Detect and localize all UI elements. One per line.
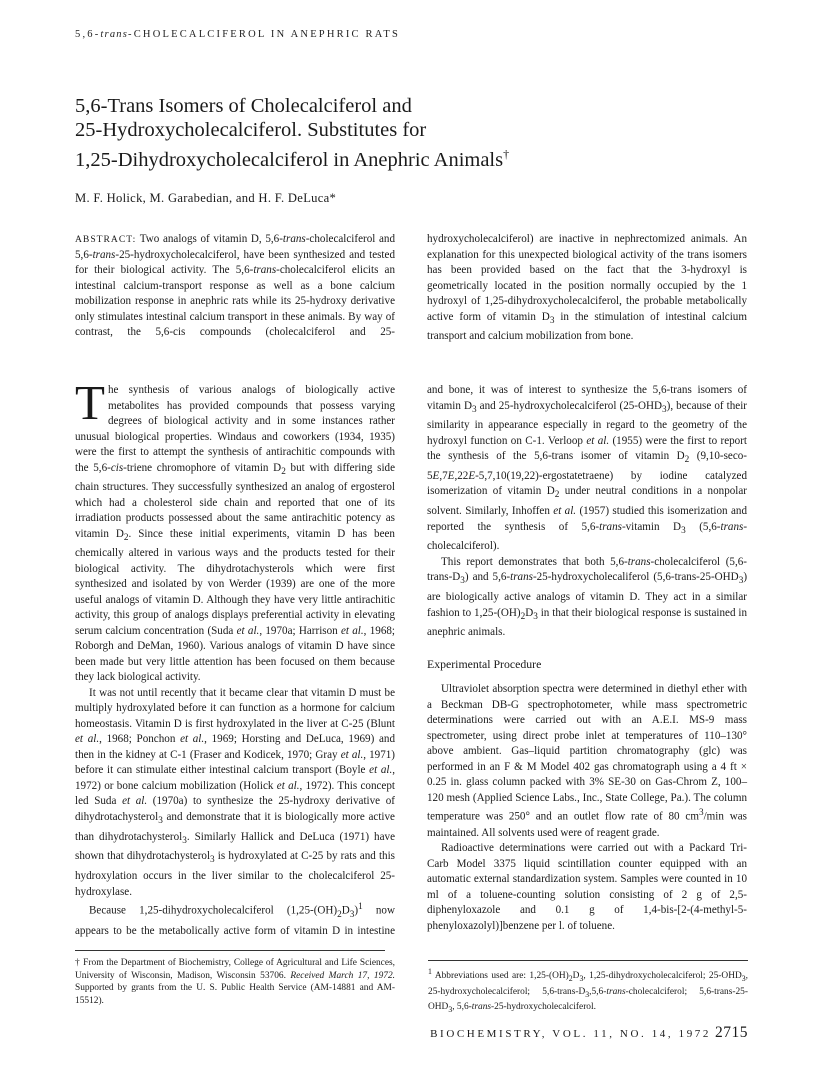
body-paragraph-5: Ultraviolet absorption spectra were determined in diethyl ether with a Beckman DB-G spectrophotometer, while mass spectrometric determinations were carried out with an A.E.I. MS-9 mass spectrometer, using direct probe inlet at temperatures of 110–130° above ambient. Gas–liquid partition chromatography (glc) was performed in an F & M Model 402 gas chromatograph using a 4 ft × 0.25 in. glass column packed with 3% SE-30 on Gas-Chrom Z, 100–120 mesh (Applied Science Labs., Inc., State College, Pa.). The column temperature was 250° and an outlet flow rate of 80 $cm^3/\min$ was maintained. All solvents used were of reagent grade. xyxy=(427,683,747,839)
body-paragraph-1: The synthesis of various analogs of biologically active metabolites has provided compounds that possess varying degrees of biological activity and in some instances rather unusual biological properties. Windaus and coworkers (1934, 1935) were the first to attempt the synthesis of antirachitic compounds with the 5,6-cis-triene chromophore of vitamin $D_2$ but with differing side chain structures. They successfully synthesized an analog of ergosterol which had a cholesterol side chain and reported that one of its irradiation products possessed about the same antirachitic potency as vitamin $D_2$. Since these initial experiments, vitamin D has been chemically altered in various ways and the products tested for their biological activity. The dihydrotachysterols which were first synthesized and isolated by von Werder (1939) are one of the more useful analogs of vitamin D. Although they have very little antirachitic activity, this group of analogs displays preferential activity in elevating serum calcium concentration (Suda et al., 1970a; Harrison et al., 1968; Roborgh and DeMan, 1960). Various analogs of vitamin D have since been made but very little attention has been focused on them because they lack biological activity. xyxy=(75,375,396,684)
abstract-label: ABSTRACT: xyxy=(75,234,137,245)
title-footnote-mark: † xyxy=(503,147,510,161)
body-paragraph-3: Because 1,25-dihydroxycholecalciferol $(1,25-(OH)_2D_3)^1$ now appears to be the metabolically active form of vitamin D in intestine and bone, it was of interest to synthesize the 5,6-trans isomers of vitamin $D_3$ and 25-hydroxycholecalciferol $(25-OHD_3)$, because of their similarity in appearance especially in regard to the geometry of the hydroxyl function on C-1. Verloop et al. (1955) were the first to report the synthesis of the 5,6-trans isomer of vitamin $D_2$ (9,10-seco-5E,7E,22E-5,7,10(19,22)-ergostatetraene) by iodine catalyzed isomerization of vitamin $D_2$ under neutral conditions in a nonpolar solvent. Similarly, Inhoffen et al. (1957) studied this isomerization and reported the synthesis of 5,6-trans-vitamin $D_3$ (5,6-trans-cholecalciferol). xyxy=(75,384,748,937)
body-paragraph-6: Radioactive determinations were carried out with a Packard Tri-Carb Model 3375 liquid scintillation counter equipped with an automatic external standardization system. Samples were counted in 10 ml of a toluene-counting solution consisting of 2 g of 2,5-diphenyloxazole and 0.1 g of 1,4-bis-[2-(4-methyl-5-phenyloxazolyl)]benzene per l. of toluene. xyxy=(427,842,747,932)
drop-cap: T xyxy=(75,375,105,430)
body-paragraph-4: This report demonstrates that both 5,6-trans-cholecalciferol $(5,6-trans-D_3)$ and 5,6-trans-25-hydroxycholecaliferol $(5,6-trans-25-OHD_3)$ are biologically active analogs of vitamin D. They act in a similar fashion to $1,25-(OH)_2D_3$ in that their biological response is sustained in anephric animals. xyxy=(427,555,748,639)
footnote-rule-left xyxy=(75,950,385,951)
author-list: M. F. Holick, M. Garabedian, and H. F. DeLuca* xyxy=(75,191,337,205)
article-body xyxy=(75,375,748,943)
journal-citation: BIOCHEMISTRY, VOL. 11, NO. 14, 1972 xyxy=(430,1028,711,1040)
journal-footer xyxy=(428,1024,748,1042)
affiliation-footnote: † From the Department of Biochemistry, College of Agricultural and Life Sciences, University of Wisconsin, Madison, Wisconsin 53706. Received March 17, 1972. Supported by grants from the U. S. Public Health Service (AM-14881 and AM-15512). xyxy=(75,958,395,1006)
running-head: 5,6-trans-CHOLECALCIFEROL IN ANEPHRIC RATS xyxy=(75,29,401,40)
footnote-rule-right xyxy=(428,960,748,961)
abstract: ABSTRACT: Two analogs of vitamin D, 5,6-trans-cholecalciferol and 5,6-trans-25-hydroxycholecalciferol, have been synthesized and tested for their biological activity. The 5,6-trans-cholecalciferol elicits an intestinal calcium-transport response as well as a bone calcium mobilization response in anephric rats while its 25-hydroxy derivative only stimulates intestinal calcium transport in these animals. By way of contrast, the 5,6-cis compounds (cholecalciferol and 25-hydroxycholecalciferol) are inactive in nephrectomized animals. An explanation for this unexpected biological activity of the trans isomers has been provided based on the fact that the 3-hydroxyl is geometrically located in the position normally occupied by the 1 hydroxyl of 1,25-dihydroxycholecalciferol, the probable metabolically active form of vitamin $D_3$ in the stimulation of intestinal calcium transport and calcium mobilization from bone. xyxy=(75,233,747,343)
section-heading: Experimental Procedure xyxy=(427,656,542,671)
body-paragraph-2: It was not until recently that it became clear that vitamin D must be multiply hydroxylated before it can function as a hormone for calcium homeostasis. Vitamin D is first hydroxylated in the liver at C-25 (Blunt et al., 1968; Ponchon et al., 1969; Horsting and DeLuca, 1969) and then in the kidney at C-1 (Fraser and Kodicek, 1970; Gray et al., 1971) before it can stimulate either intestinal calcium transport (Boyle et al., 1972) or bone calcium mobilization (Holick et al., 1972). This concept led Suda et al. (1970a) to synthesize the 25-hydroxy derivative of dihydrotachysterol$_3$ and demonstrate that it is biologically more active than dihydrotachysterol$_3$. Similarly Hallick and DeLuca (1971) have shown that dihydrotachysterol$_3$ is hydroxylated at C-25 by rats and this hydroxylation occurs in the liver similar to the cholecalciferol 25-hydroxylase. xyxy=(75,686,396,898)
article-title: 5,6-Trans Isomers of Cholecalciferol and 25-Hydroxycholecalciferol. Substitutes for 1,25-Dihydroxycholecalciferol in Anephric Animals† xyxy=(75,95,510,171)
abbreviations-footnote: $^1$ Abbreviations used are: $1,25-(OH)_2D_3$, 1,25-dihydroxycholecalciferol; $25-OHD_3$, 25-hydroxycholecalciferol; $5,6-trans-D_3,5,6-trans$-cholecalciferol; $5,6-trans-25-OHD_3$, 5,6-trans-25-hydroxycholecalciferol. xyxy=(428,967,748,1014)
page-number: 2715 xyxy=(715,1024,748,1041)
